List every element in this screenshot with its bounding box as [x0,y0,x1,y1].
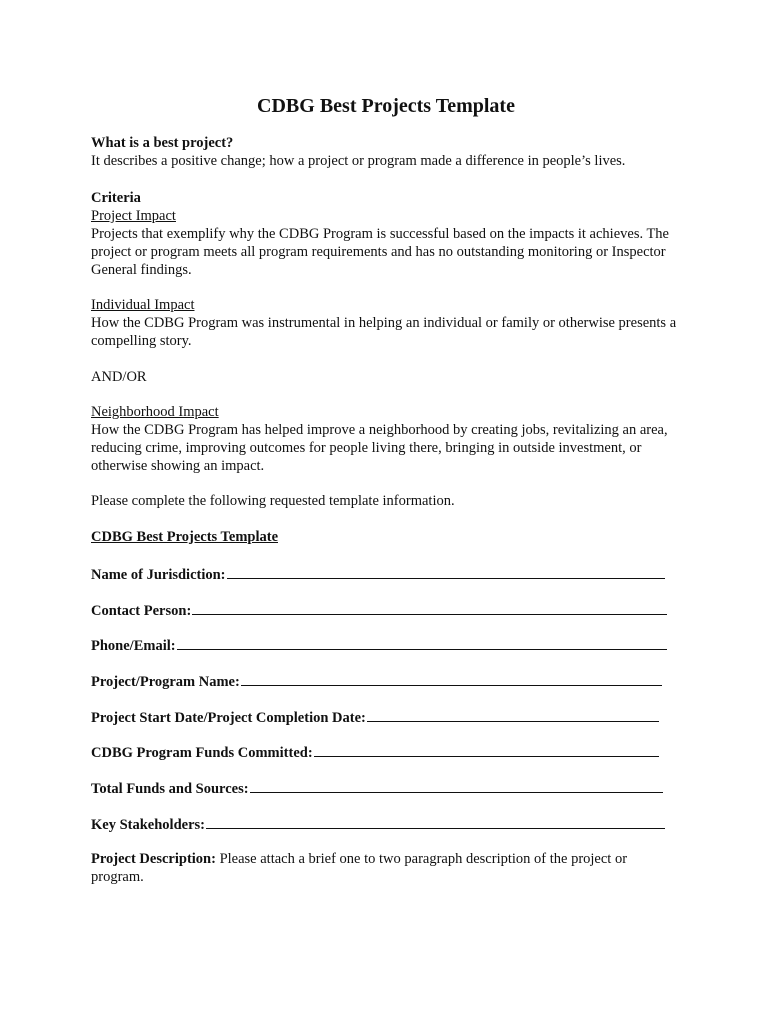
individual-impact-section [91,296,681,350]
contact-field [91,600,667,620]
jurisdiction-label: Name of Jurisdiction: [91,567,226,583]
project-name-label: Project/Program Name: [91,674,240,690]
stakeholders-input-line[interactable] [206,814,665,829]
neighborhood-impact-section [91,403,681,475]
jurisdiction-input-line[interactable] [227,564,665,579]
neighborhood-impact-label: Neighborhood Impact [91,404,219,420]
criteria-heading: Criteria [91,190,141,206]
contact-label: Contact Person: [91,603,192,619]
individual-impact-label: Individual Impact [91,297,195,313]
criteria-section [91,189,681,279]
funds-committed-field [91,742,659,762]
project-impact-label: Project Impact [91,208,176,224]
dates-label: Project Start Date/Project Completion Date: [91,710,366,726]
instruction-text: Please complete the following requested template information. [91,493,455,509]
dates-field [91,707,659,727]
dates-input-line[interactable] [367,707,659,722]
description-text: Please attach a brief one to two paragraph description of the project or program. [91,851,628,885]
project-name-input-line[interactable] [241,671,662,686]
and-or-text: AND/OR [91,369,147,385]
phone-email-field [91,635,667,655]
neighborhood-impact-text: How the CDBG Program has helped improve a neighborhood by creating jobs, revitalizing an area, reducing crime, improving outcomes for people living there, bringing in outside investment, or otherwise showing an impact. [91,422,668,474]
funds-committed-input-line[interactable] [314,742,659,757]
intro-heading: What is a best project? [91,135,234,151]
project-impact-text: Projects that exemplify why the CDBG Program is successful based on the impacts it achieves. The project or program meets all program requirements and has no outstanding monitoring or Inspector General findings. [91,226,669,278]
total-funds-field [91,778,663,798]
document-title: CDBG Best Projects Template [257,95,515,117]
phone-email-label: Phone/Email: [91,638,176,654]
project-name-field [91,671,662,691]
funds-committed-label: CDBG Program Funds Committed: [91,745,313,761]
stakeholders-label: Key Stakeholders: [91,817,205,833]
template-heading: CDBG Best Projects Template [91,529,278,545]
contact-input-line[interactable] [192,600,667,615]
total-funds-label: Total Funds and Sources: [91,781,249,797]
individual-impact-text: How the CDBG Program was instrumental in helping an individual or family or otherwise presents a compelling story. [91,315,677,349]
description-label: Project Description: [91,851,216,867]
total-funds-input-line[interactable] [250,778,663,793]
phone-email-input-line[interactable] [177,635,667,650]
intro-text: It describes a positive change; how a project or program made a difference in people’s lives. [91,153,626,169]
description-section [91,850,681,886]
intro-section [91,134,681,170]
stakeholders-field [91,814,665,834]
jurisdiction-field [91,564,665,584]
